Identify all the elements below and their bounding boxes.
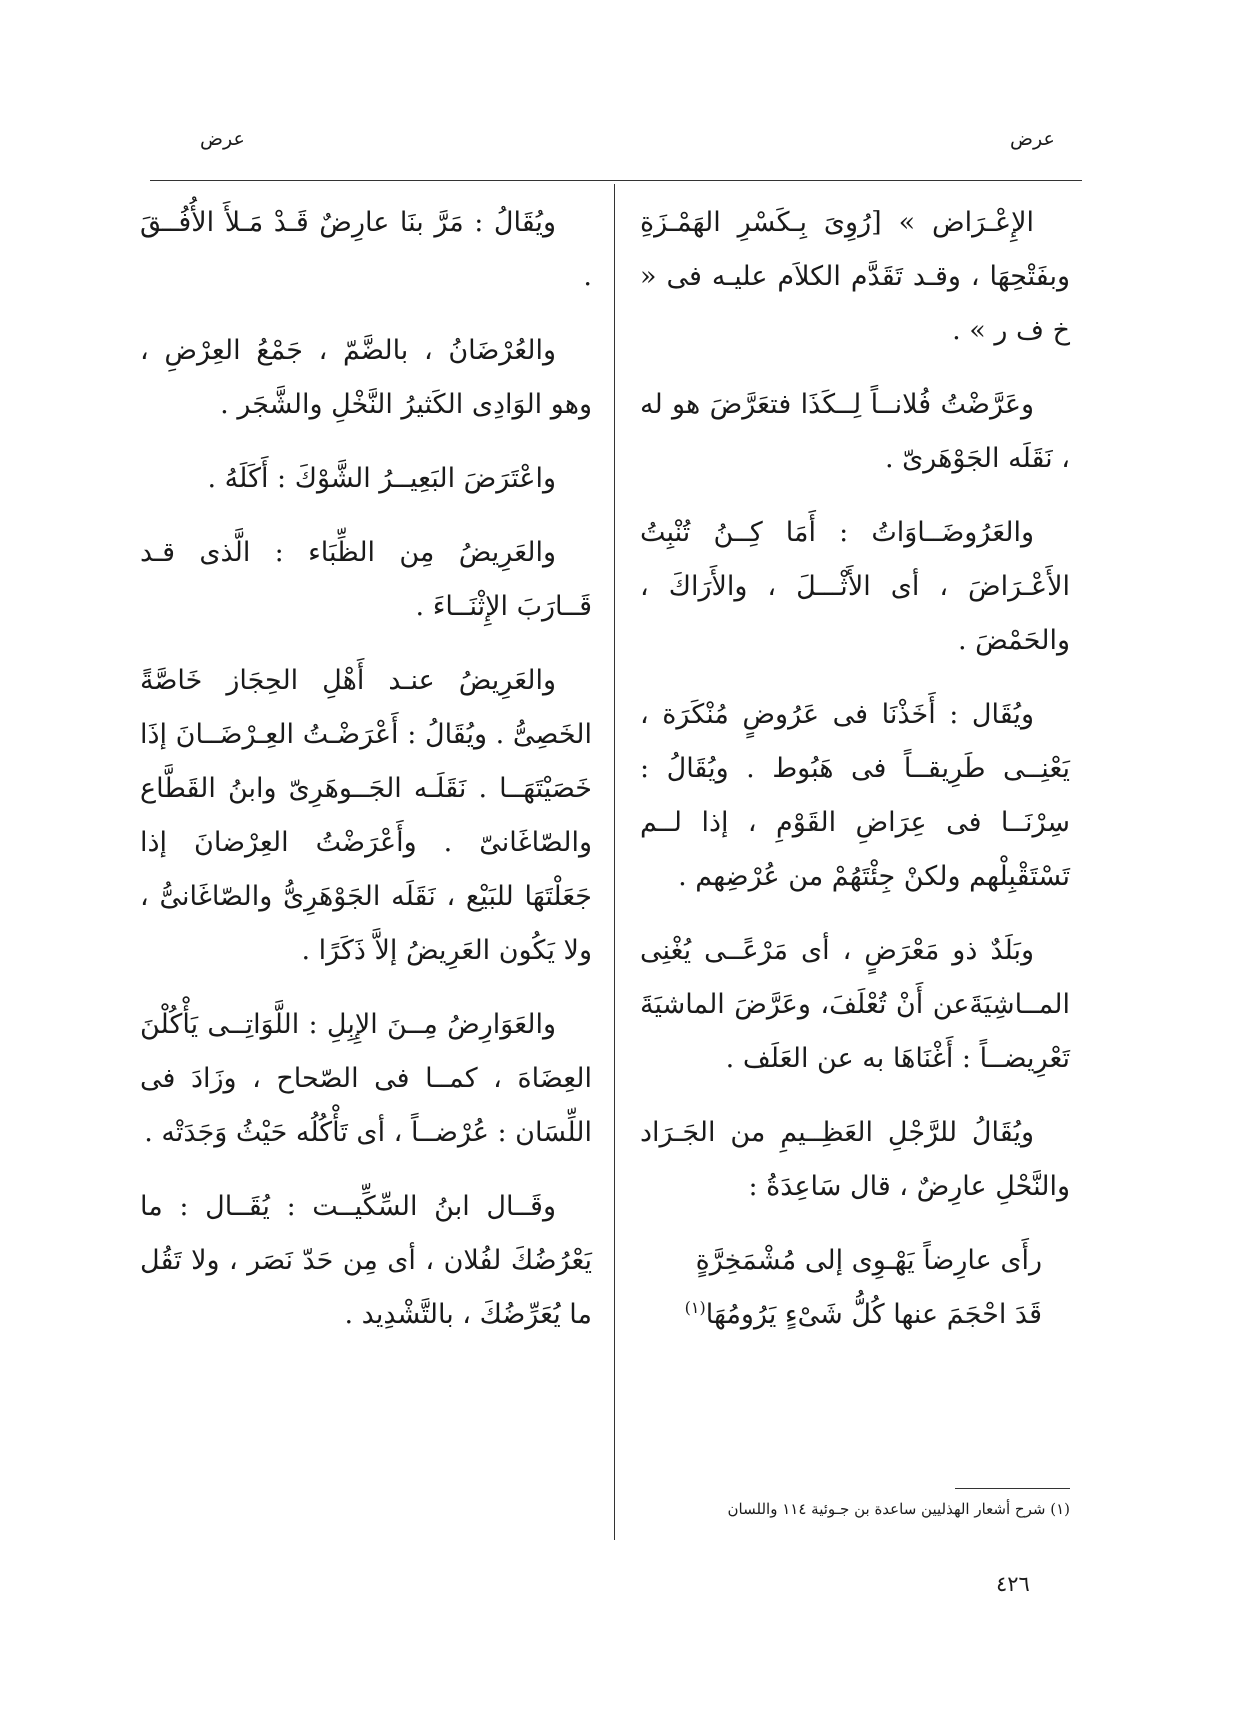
entry-paragraph: وبَلَدٌ ذو مَعْرَضٍ ، أى مَرْعًــى يُغْنِى المــاشِيَةَعن أَنْ تُعْلَفَ، وعَرَّضَ الماشيَةَ تَعْرِيضــاً : أَغْنَاهَا به عن العَلَف . [640, 935, 1070, 1074]
verse-second-hemistich [640, 1288, 1042, 1342]
footnote-rule [955, 1488, 1070, 1489]
footnote-marker: (١) [684, 1298, 706, 1317]
entry-paragraph: واعْتَرَضَ البَعِيــرُ الشَّوْكَ : أَكَلَهُ . [207, 463, 556, 494]
entry-paragraph: والعَرِيضُ عنـد أَهْلِ الحِجَاز خَاصَّةً الخَصِىُّ . ويُقَالُ : أَعْرَضْـتُ العِـرْضَــانَ إذَا خَصَيْتَهَــا . نَقَلَـه الجَــوهَرِىّ وابنُ القَطَّاع والصّاغَانىّ . وأَعْرَضْتُ العِرْضانَ إذا جَعَلْتَهَا للبَيْع ، نَقَلَه الجَوْهَرِىُّ والصّاغَانىُّ ، ولا يَكُون العَرِيضُ إلاَّ ذَكَرًا . [140, 665, 592, 966]
left-column [140, 196, 592, 1362]
entry-paragraph: والعَرِيضُ مِن الظِّبَاء : الَّذى قـد قَــارَبَ الإِثْنَــاءَ . [140, 537, 592, 622]
poem-verse [640, 1234, 1070, 1342]
footnote: (١) شرح أشعار الهذليين ساعدة بن جـوئية ١١٤ واللسان [727, 1500, 1070, 1518]
running-header-right: عرض [1010, 128, 1055, 150]
entry-paragraph: والعَرُوضَــاوَاتُ : أَمَا كِــنُ تُنْبِتُ الأَعْـرَاضَ ، أى الأَثْـــلَ ، والأَرَاكَ ، والحَمْضَ . [640, 517, 1070, 656]
verse-first-hemistich: رأَى عارِضاً يَهْـوِى إلى مُشْمَخِرَّةٍ [695, 1245, 1042, 1276]
entry-paragraph: ويُقَالُ : مَرَّ بنَا عارِضٌ قَـدْ مَـلأَ الأُفُــقَ . [140, 207, 592, 292]
running-header-left: عرض [200, 128, 245, 150]
page-number: ٤٢٦ [996, 1572, 1030, 1596]
header-rule [150, 180, 1082, 181]
entry-paragraph: والعَوَارِضُ مِــنَ الإِبِلِ : اللَّوَاتِــى يَأْكُلْنَ العِضَاهَ ، كمــا فى الصّحاح ، وزَادَ فى اللِّسَان : عُرْضــاً ، أى تَأْكُلُه حَيْثُ وَجَدَتْه . [140, 1009, 592, 1148]
entry-paragraph: ويُقَال : أَخَذْنَا فى عَرُوضٍ مُنْكَرَة ، يَعْنِــى طَرِيقــاً فى هَبُوط . ويُقَالُ : سِرْنَــا فى عِرَاضِ القَوْمِ ، إذا لــم تَسْتَقْبِلْهم ولكنْ جِئْتَهُمْ من عُرْضِهم . [640, 699, 1070, 892]
verse-second-text: قَدَ احْجَمَ عنها كُلُّ شَىْءٍ يَرُومُهَا [705, 1299, 1042, 1330]
right-column [640, 196, 1070, 1342]
entry-paragraph: ويُقَالُ للرَّجْلِ العَظِــيمِ من الجَـرَاد والنَّحْلِ عارِضٌ ، قال سَاعِدَةُ : [640, 1117, 1070, 1202]
entry-paragraph: والعُرْضَانُ ، بالضَّمّ ، جَمْعُ العِرْضِ ، وهو الوَادِى الكَثيرُ النَّخْلِ والشَّجَر . [140, 335, 592, 420]
entry-paragraph: الإِعْـرَاض » [رُوِىَ بِـكَسْرِ الهَمْـزَةِ وبفَتْحِهَا ، وقـد تَقَدَّم الكلاَم عليـه فى « خ ف ر » . [640, 207, 1070, 346]
entry-paragraph: وعَرَّضْتُ فُلانــاً لِــكَذَا فتعَرَّضَ هو له ، نَقَلَه الجَوْهَرىّ . [640, 389, 1070, 474]
column-divider [614, 184, 615, 1540]
entry-paragraph: وقَــال ابنُ السِّكِّيــت : يُقَــال : ما يَعْرُضُكَ لفُلان ، أى مِن حَدّ نَصَر ، ولا تَقُل ما يُعَرِّضُكَ ، بالتَّشْدِيد . [140, 1191, 592, 1330]
